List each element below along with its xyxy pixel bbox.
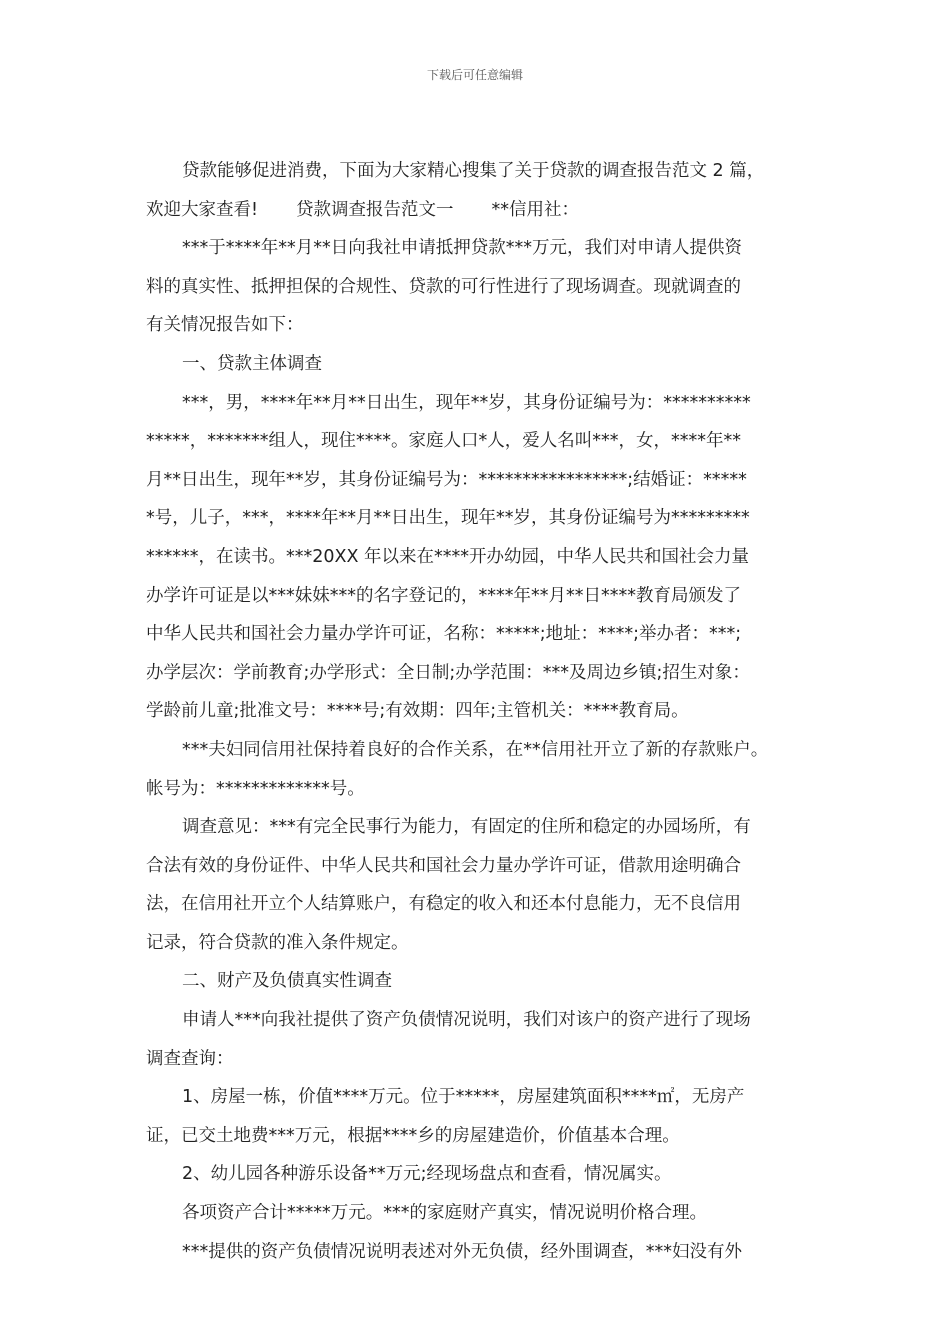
paragraph-line: 办学层次：学前教育;办学形式：全日制;办学范围：***及周边乡镇;招生对象： [146,662,750,683]
paragraph-line: 办学许可证是以***妹妹***的名字登记的，****年**月**日****教育局颁发了 [146,585,741,606]
paragraph-line: ***，男，****年**月**日出生，现年**岁，其身份证编号为：********** [182,392,751,413]
page-header: 下载后可任意编辑 [426,68,523,82]
paragraph-line: *号，儿子，***，****年**月**日出生，现年**岁，其身份证编号为********* [146,508,750,529]
paragraph-line: 料的真实性、抵押担保的合规性、贷款的可行性进行了现场调查。现就调查的 [146,276,741,297]
paragraph-line: 法，在信用社开立个人结算账户，有稳定的收入和还本付息能力，无不良信用 [146,894,741,915]
paragraph-line: 证，已交土地费***万元，根据****乡的房屋建造价，价值基本合理。 [146,1125,680,1146]
document-body [146,152,818,1271]
paragraph-line: ***提供的资产负债情况说明表述对外无负债，经外围调查，***妇没有外 [182,1241,742,1262]
paragraph-line: 学龄前儿童;批准文号：****号;有效期：四年;主管机关：****教育局。 [146,701,689,722]
paragraph-line: 调查意见：***有完全民事行为能力，有固定的住所和稳定的办园场所，有 [182,817,751,838]
paragraph-line: *****，*******组人，现住****。家庭人口*人，爱人名叫***，女，****年** [146,431,741,452]
paragraph-line: 1、房屋一栋，价值****万元。位于*****，房屋建筑面积****㎡，无房产 [182,1087,745,1108]
line-segment: 欢迎大家查看! [146,199,259,220]
paragraph-line: 月**日出生，现年**岁，其身份证编号为：*****************;结婚证：***** [146,469,747,490]
paragraph-line [146,191,818,230]
paragraph-line: 调查查询： [146,1048,234,1069]
paragraph-line: ***夫妇同信用社保持着良好的合作关系，在**信用社开立了新的存款账户。 [182,739,769,760]
paragraph-line: ******，在读书。***20XX 年以来在****开办幼园，中华人民共和国社会力量 [146,546,750,567]
line-segment: **信用社： [491,199,580,220]
paragraph-line: 一、贷款主体调查 [182,353,322,374]
paragraph-line: 各项资产合计*****万元。***的家庭财产真实，情况说明价格合理。 [182,1203,707,1224]
paragraph-line: 合法有效的身份证件、中华人民共和国社会力量办学许可证，借款用途明确合 [146,855,741,876]
paragraph-line: 有关情况报告如下： [146,315,304,336]
line-segment: 贷款调查报告范文一 [296,199,454,220]
paragraph-line: 贷款能够促进消费，下面为大家精心搜集了关于贷款的调查报告范文 2 篇， [182,161,765,181]
paragraph-line: 申请人***向我社提供了资产负债情况说明，我们对该户的资产进行了现场 [182,1010,751,1031]
paragraph-line: 记录，符合贷款的准入条件规定。 [146,932,409,953]
paragraph-line: 2、幼儿园各种游乐设备**万元;经现场盘点和查看，情况属实。 [182,1164,672,1185]
paragraph-line: 二、财产及负债真实性调查 [182,971,392,992]
paragraph-line: ***于****年**月**日向我社申请抵押贷款***万元，我们对申请人提供资 [182,238,742,259]
paragraph-line: 帐号为：*************号。 [146,778,365,799]
paragraph-line: 中华人民共和国社会力量办学许可证，名称：*****;地址：****;举办者：***; [146,624,742,645]
